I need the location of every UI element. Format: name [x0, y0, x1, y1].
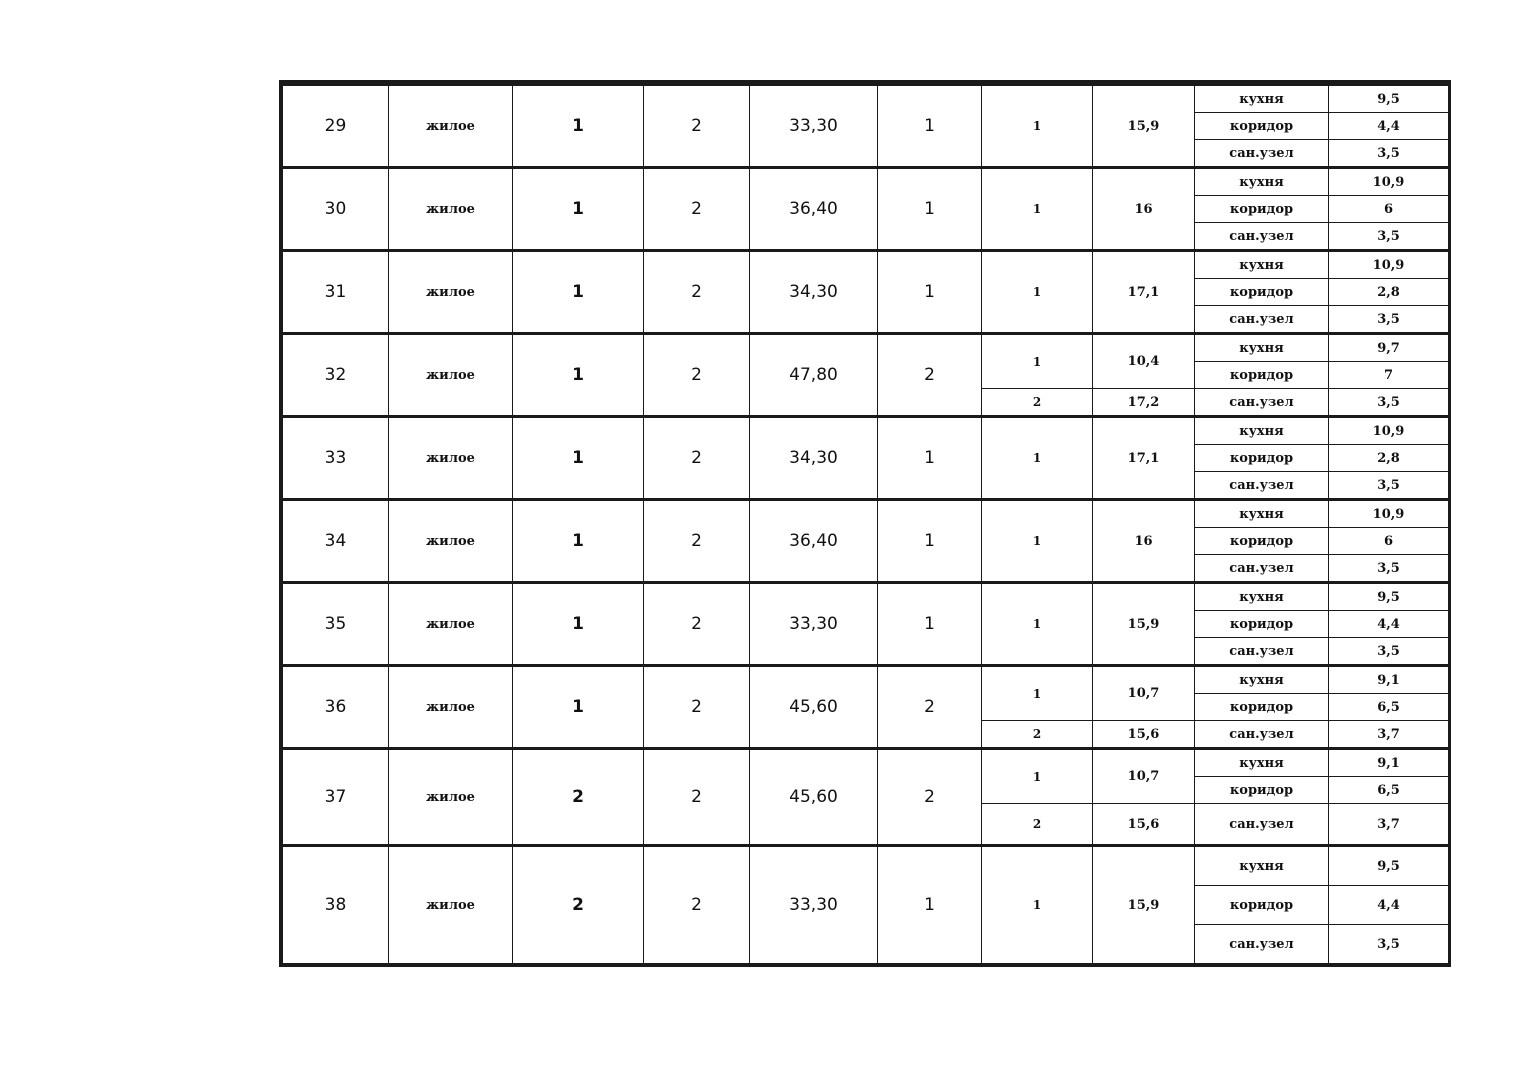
living-room-area: 15,9 — [1093, 85, 1195, 168]
entrance-number: 1 — [513, 500, 644, 583]
living-room-number: 1 — [982, 85, 1093, 168]
aux-room-area: 9,1 — [1329, 749, 1449, 777]
flat-type: жилое — [389, 583, 513, 666]
floor-number: 2 — [644, 846, 750, 964]
rooms-count: 2 — [878, 666, 982, 749]
living-room-number: 2 — [982, 804, 1093, 846]
aux-room-area: 3,5 — [1329, 925, 1449, 964]
flat-type: жилое — [389, 417, 513, 500]
total-area: 33,30 — [750, 583, 878, 666]
entrance-number: 1 — [513, 666, 644, 749]
living-room-number: 1 — [982, 251, 1093, 334]
flat-row — [283, 168, 1449, 251]
entrance-number: 1 — [513, 85, 644, 168]
aux-room-area: 9,1 — [1329, 666, 1449, 694]
aux-room-name: сан.узел — [1195, 804, 1329, 846]
aux-room-name: коридор — [1195, 279, 1329, 306]
aux-room-area: 3,5 — [1329, 223, 1449, 251]
table-grid — [282, 83, 1449, 964]
entrance-number: 1 — [513, 251, 644, 334]
aux-room-name: сан.узел — [1195, 389, 1329, 417]
rooms-count: 1 — [878, 168, 982, 251]
living-room-number: 1 — [982, 666, 1093, 721]
flat-number: 29 — [283, 85, 389, 168]
flat-type: жилое — [389, 85, 513, 168]
living-room-area: 17,1 — [1093, 251, 1195, 334]
living-room-area: 17,1 — [1093, 417, 1195, 500]
aux-room-name: сан.узел — [1195, 721, 1329, 749]
aux-room-name: кухня — [1195, 334, 1329, 362]
flat-row — [283, 583, 1449, 666]
flat-row — [283, 666, 1449, 749]
total-area: 33,30 — [750, 846, 878, 964]
entrance-number: 1 — [513, 583, 644, 666]
aux-room-name: коридор — [1195, 528, 1329, 555]
aux-room-name: кухня — [1195, 846, 1329, 886]
flat-number: 35 — [283, 583, 389, 666]
rooms-count: 1 — [878, 251, 982, 334]
aux-room-area: 3,5 — [1329, 306, 1449, 334]
flat-number: 32 — [283, 334, 389, 417]
aux-room-name: сан.узел — [1195, 140, 1329, 168]
living-room-number: 1 — [982, 334, 1093, 389]
aux-room-area: 4,4 — [1329, 113, 1449, 140]
aux-room-name: кухня — [1195, 500, 1329, 528]
aux-room-name: сан.узел — [1195, 925, 1329, 964]
aux-room-name: коридор — [1195, 777, 1329, 804]
aux-room-name: кухня — [1195, 251, 1329, 279]
aux-room-area: 9,7 — [1329, 334, 1449, 362]
flat-number: 37 — [283, 749, 389, 846]
total-area: 34,30 — [750, 251, 878, 334]
floor-number: 2 — [644, 251, 750, 334]
living-room-area: 15,6 — [1093, 721, 1195, 749]
living-room-number: 1 — [982, 846, 1093, 964]
aux-room-area: 7 — [1329, 362, 1449, 389]
floor-number: 2 — [644, 749, 750, 846]
flat-type: жилое — [389, 334, 513, 417]
aux-room-area: 3,5 — [1329, 638, 1449, 666]
living-room-area: 10,7 — [1093, 749, 1195, 804]
flat-row — [283, 85, 1449, 168]
living-room-number: 2 — [982, 389, 1093, 417]
floor-number: 2 — [644, 417, 750, 500]
living-room-area: 10,4 — [1093, 334, 1195, 389]
aux-room-area: 10,9 — [1329, 500, 1449, 528]
table-row — [283, 417, 1449, 445]
total-area: 33,30 — [750, 85, 878, 168]
aux-room-area: 9,5 — [1329, 85, 1449, 113]
flat-number: 34 — [283, 500, 389, 583]
aux-room-name: кухня — [1195, 168, 1329, 196]
rooms-count: 2 — [878, 334, 982, 417]
floor-number: 2 — [644, 500, 750, 583]
aux-room-name: коридор — [1195, 196, 1329, 223]
living-room-number: 1 — [982, 500, 1093, 583]
aux-room-name: кухня — [1195, 417, 1329, 445]
aux-room-name: коридор — [1195, 445, 1329, 472]
aux-room-name: сан.узел — [1195, 555, 1329, 583]
aux-room-name: коридор — [1195, 886, 1329, 925]
flat-row — [283, 500, 1449, 583]
aux-room-area: 6 — [1329, 528, 1449, 555]
flat-number: 36 — [283, 666, 389, 749]
aux-room-name: коридор — [1195, 694, 1329, 721]
table-row — [283, 583, 1449, 611]
entrance-number: 1 — [513, 334, 644, 417]
aux-room-name: коридор — [1195, 113, 1329, 140]
living-room-area: 16 — [1093, 168, 1195, 251]
living-room-area: 10,7 — [1093, 666, 1195, 721]
aux-room-area: 6,5 — [1329, 694, 1449, 721]
rooms-count: 1 — [878, 583, 982, 666]
living-room-area: 15,9 — [1093, 583, 1195, 666]
table-row — [283, 500, 1449, 528]
aux-room-name: сан.узел — [1195, 638, 1329, 666]
flat-row — [283, 251, 1449, 334]
floor-number: 2 — [644, 85, 750, 168]
flat-row — [283, 846, 1449, 964]
flat-type: жилое — [389, 666, 513, 749]
total-area: 36,40 — [750, 500, 878, 583]
aux-room-name: кухня — [1195, 85, 1329, 113]
aux-room-name: кухня — [1195, 749, 1329, 777]
table-row — [283, 168, 1449, 196]
table-row — [283, 749, 1449, 777]
aux-room-area: 10,9 — [1329, 417, 1449, 445]
entrance-number: 2 — [513, 846, 644, 964]
flat-number: 33 — [283, 417, 389, 500]
flat-type: жилое — [389, 749, 513, 846]
total-area: 47,80 — [750, 334, 878, 417]
rooms-count: 2 — [878, 749, 982, 846]
entrance-number: 2 — [513, 749, 644, 846]
aux-room-name: сан.узел — [1195, 306, 1329, 334]
aux-room-area: 4,4 — [1329, 886, 1449, 925]
total-area: 45,60 — [750, 666, 878, 749]
flat-row — [283, 749, 1449, 846]
aux-room-name: коридор — [1195, 611, 1329, 638]
aux-room-area: 9,5 — [1329, 583, 1449, 611]
entrance-number: 1 — [513, 168, 644, 251]
flat-number: 38 — [283, 846, 389, 964]
living-room-number: 1 — [982, 417, 1093, 500]
flat-type: жилое — [389, 500, 513, 583]
aux-room-name: сан.узел — [1195, 472, 1329, 500]
rooms-count: 1 — [878, 846, 982, 964]
living-room-area: 17,2 — [1093, 389, 1195, 417]
living-room-area: 15,6 — [1093, 804, 1195, 846]
aux-room-area: 2,8 — [1329, 279, 1449, 306]
floor-number: 2 — [644, 334, 750, 417]
table-row — [283, 85, 1449, 113]
flat-type: жилое — [389, 846, 513, 964]
rooms-count: 1 — [878, 500, 982, 583]
flat-row — [283, 334, 1449, 417]
aux-room-name: кухня — [1195, 666, 1329, 694]
aux-room-name: коридор — [1195, 362, 1329, 389]
flat-number: 31 — [283, 251, 389, 334]
aux-room-area: 3,7 — [1329, 804, 1449, 846]
living-room-number: 1 — [982, 168, 1093, 251]
floor-number: 2 — [644, 666, 750, 749]
flat-number: 30 — [283, 168, 389, 251]
living-room-number: 1 — [982, 583, 1093, 666]
aux-room-area: 4,4 — [1329, 611, 1449, 638]
aux-room-area: 9,5 — [1329, 846, 1449, 886]
aux-room-area: 3,5 — [1329, 555, 1449, 583]
table-row — [283, 846, 1449, 886]
floor-number: 2 — [644, 168, 750, 251]
aux-room-area: 3,5 — [1329, 472, 1449, 500]
total-area: 45,60 — [750, 749, 878, 846]
aux-room-area: 3,5 — [1329, 140, 1449, 168]
living-room-area: 16 — [1093, 500, 1195, 583]
aux-room-area: 10,9 — [1329, 251, 1449, 279]
flat-type: жилое — [389, 251, 513, 334]
table-row — [283, 666, 1449, 694]
table-row — [283, 334, 1449, 362]
floor-number: 2 — [644, 583, 750, 666]
apartment-table — [279, 80, 1451, 967]
aux-room-area: 3,7 — [1329, 721, 1449, 749]
aux-room-name: кухня — [1195, 583, 1329, 611]
living-room-area: 15,9 — [1093, 846, 1195, 964]
aux-room-area: 10,9 — [1329, 168, 1449, 196]
rooms-count: 1 — [878, 85, 982, 168]
flat-type: жилое — [389, 168, 513, 251]
entrance-number: 1 — [513, 417, 644, 500]
flat-row — [283, 417, 1449, 500]
total-area: 34,30 — [750, 417, 878, 500]
aux-room-area: 2,8 — [1329, 445, 1449, 472]
rooms-count: 1 — [878, 417, 982, 500]
table-row — [283, 251, 1449, 279]
living-room-number: 2 — [982, 721, 1093, 749]
aux-room-area: 3,5 — [1329, 389, 1449, 417]
living-room-number: 1 — [982, 749, 1093, 804]
aux-room-area: 6,5 — [1329, 777, 1449, 804]
total-area: 36,40 — [750, 168, 878, 251]
aux-room-name: сан.узел — [1195, 223, 1329, 251]
aux-room-area: 6 — [1329, 196, 1449, 223]
